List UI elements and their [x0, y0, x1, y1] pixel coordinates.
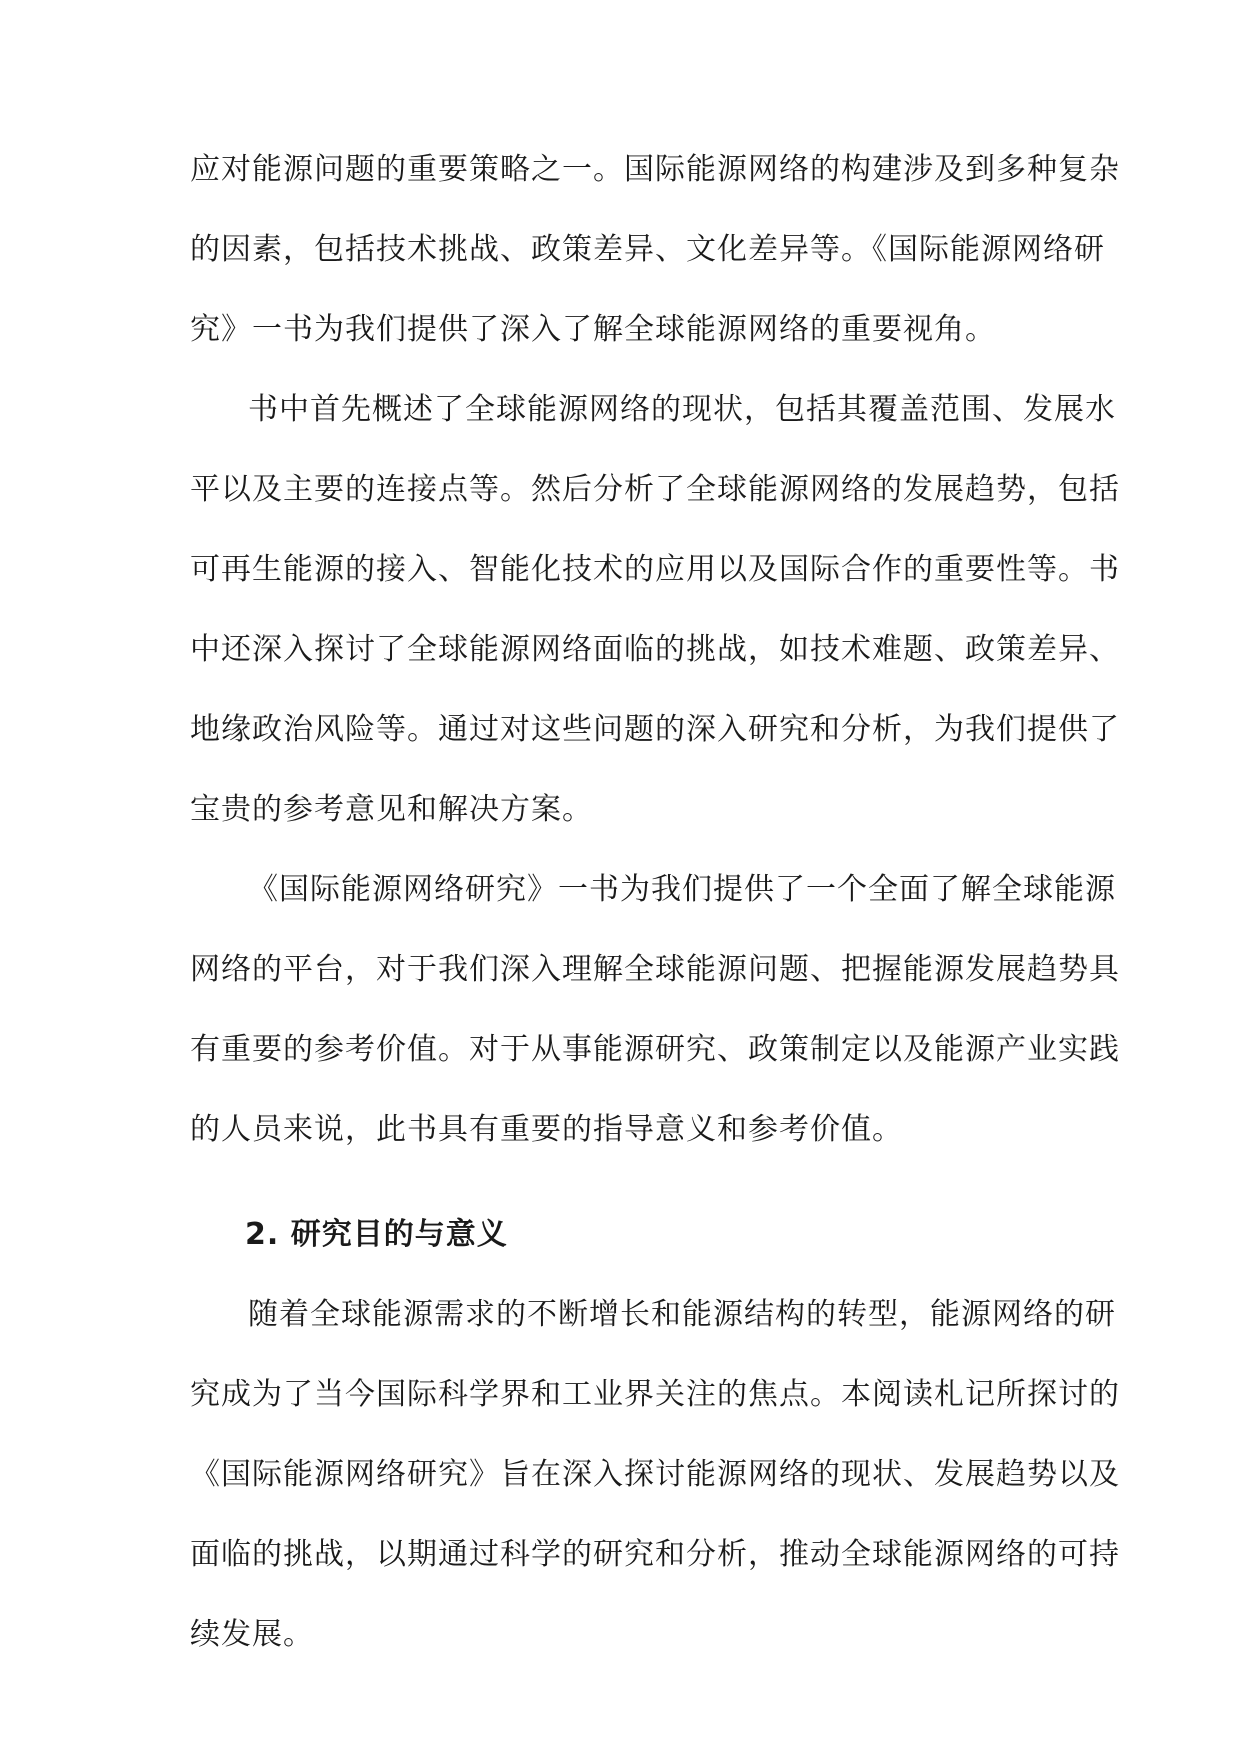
paragraph-line: 随着全球能源需求的不断增长和能源结构的转型，能源网络的研 [248, 1297, 1116, 1332]
paragraph-line: 的人员来说，此书具有重要的指导意义和参考价值。 [190, 1112, 903, 1147]
paragraph-line: 有重要的参考价值。对于从事能源研究、政策制定以及能源产业实践 [190, 1032, 1120, 1067]
paragraph-line: 究成为了当今国际科学界和工业界关注的焦点。本阅读札记所探讨的 [190, 1377, 1120, 1412]
paragraph-line: 平以及主要的连接点等。然后分析了全球能源网络的发展趋势，包括 [190, 472, 1120, 507]
paragraph-line: 续发展。 [190, 1617, 314, 1652]
paragraph-line: 中还深入探讨了全球能源网络面临的挑战，如技术难题、政策差异、 [190, 632, 1120, 667]
paragraph-line: 究》一书为我们提供了深入了解全球能源网络的重要视角。 [190, 312, 996, 347]
section-heading: 2. 研究目的与意义 [245, 1217, 508, 1252]
paragraph-line: 《国际能源网络研究》旨在深入探讨能源网络的现状、发展趋势以及 [190, 1457, 1120, 1492]
paragraph-line: 地缘政治风险等。通过对这些问题的深入研究和分析，为我们提供了 [190, 712, 1120, 747]
paragraph-line: 可再生能源的接入、智能化技术的应用以及国际合作的重要性等。书 [190, 552, 1120, 587]
paragraph-line: 应对能源问题的重要策略之一。国际能源网络的构建涉及到多种复杂 [190, 152, 1120, 187]
paragraph-line: 的因素，包括技术挑战、政策差异、文化差异等。《国际能源网络研 [190, 232, 1105, 267]
paragraph-line: 书中首先概述了全球能源网络的现状，包括其覆盖范围、发展水 [248, 392, 1116, 427]
paragraph-line: 宝贵的参考意见和解决方案。 [190, 792, 593, 827]
paragraph-line: 《国际能源网络研究》一书为我们提供了一个全面了解全球能源 [248, 872, 1116, 907]
paragraph-line: 网络的平台，对于我们深入理解全球能源问题、把握能源发展趋势具 [190, 952, 1120, 987]
paragraph-line: 面临的挑战，以期通过科学的研究和分析，推动全球能源网络的可持 [190, 1537, 1120, 1572]
